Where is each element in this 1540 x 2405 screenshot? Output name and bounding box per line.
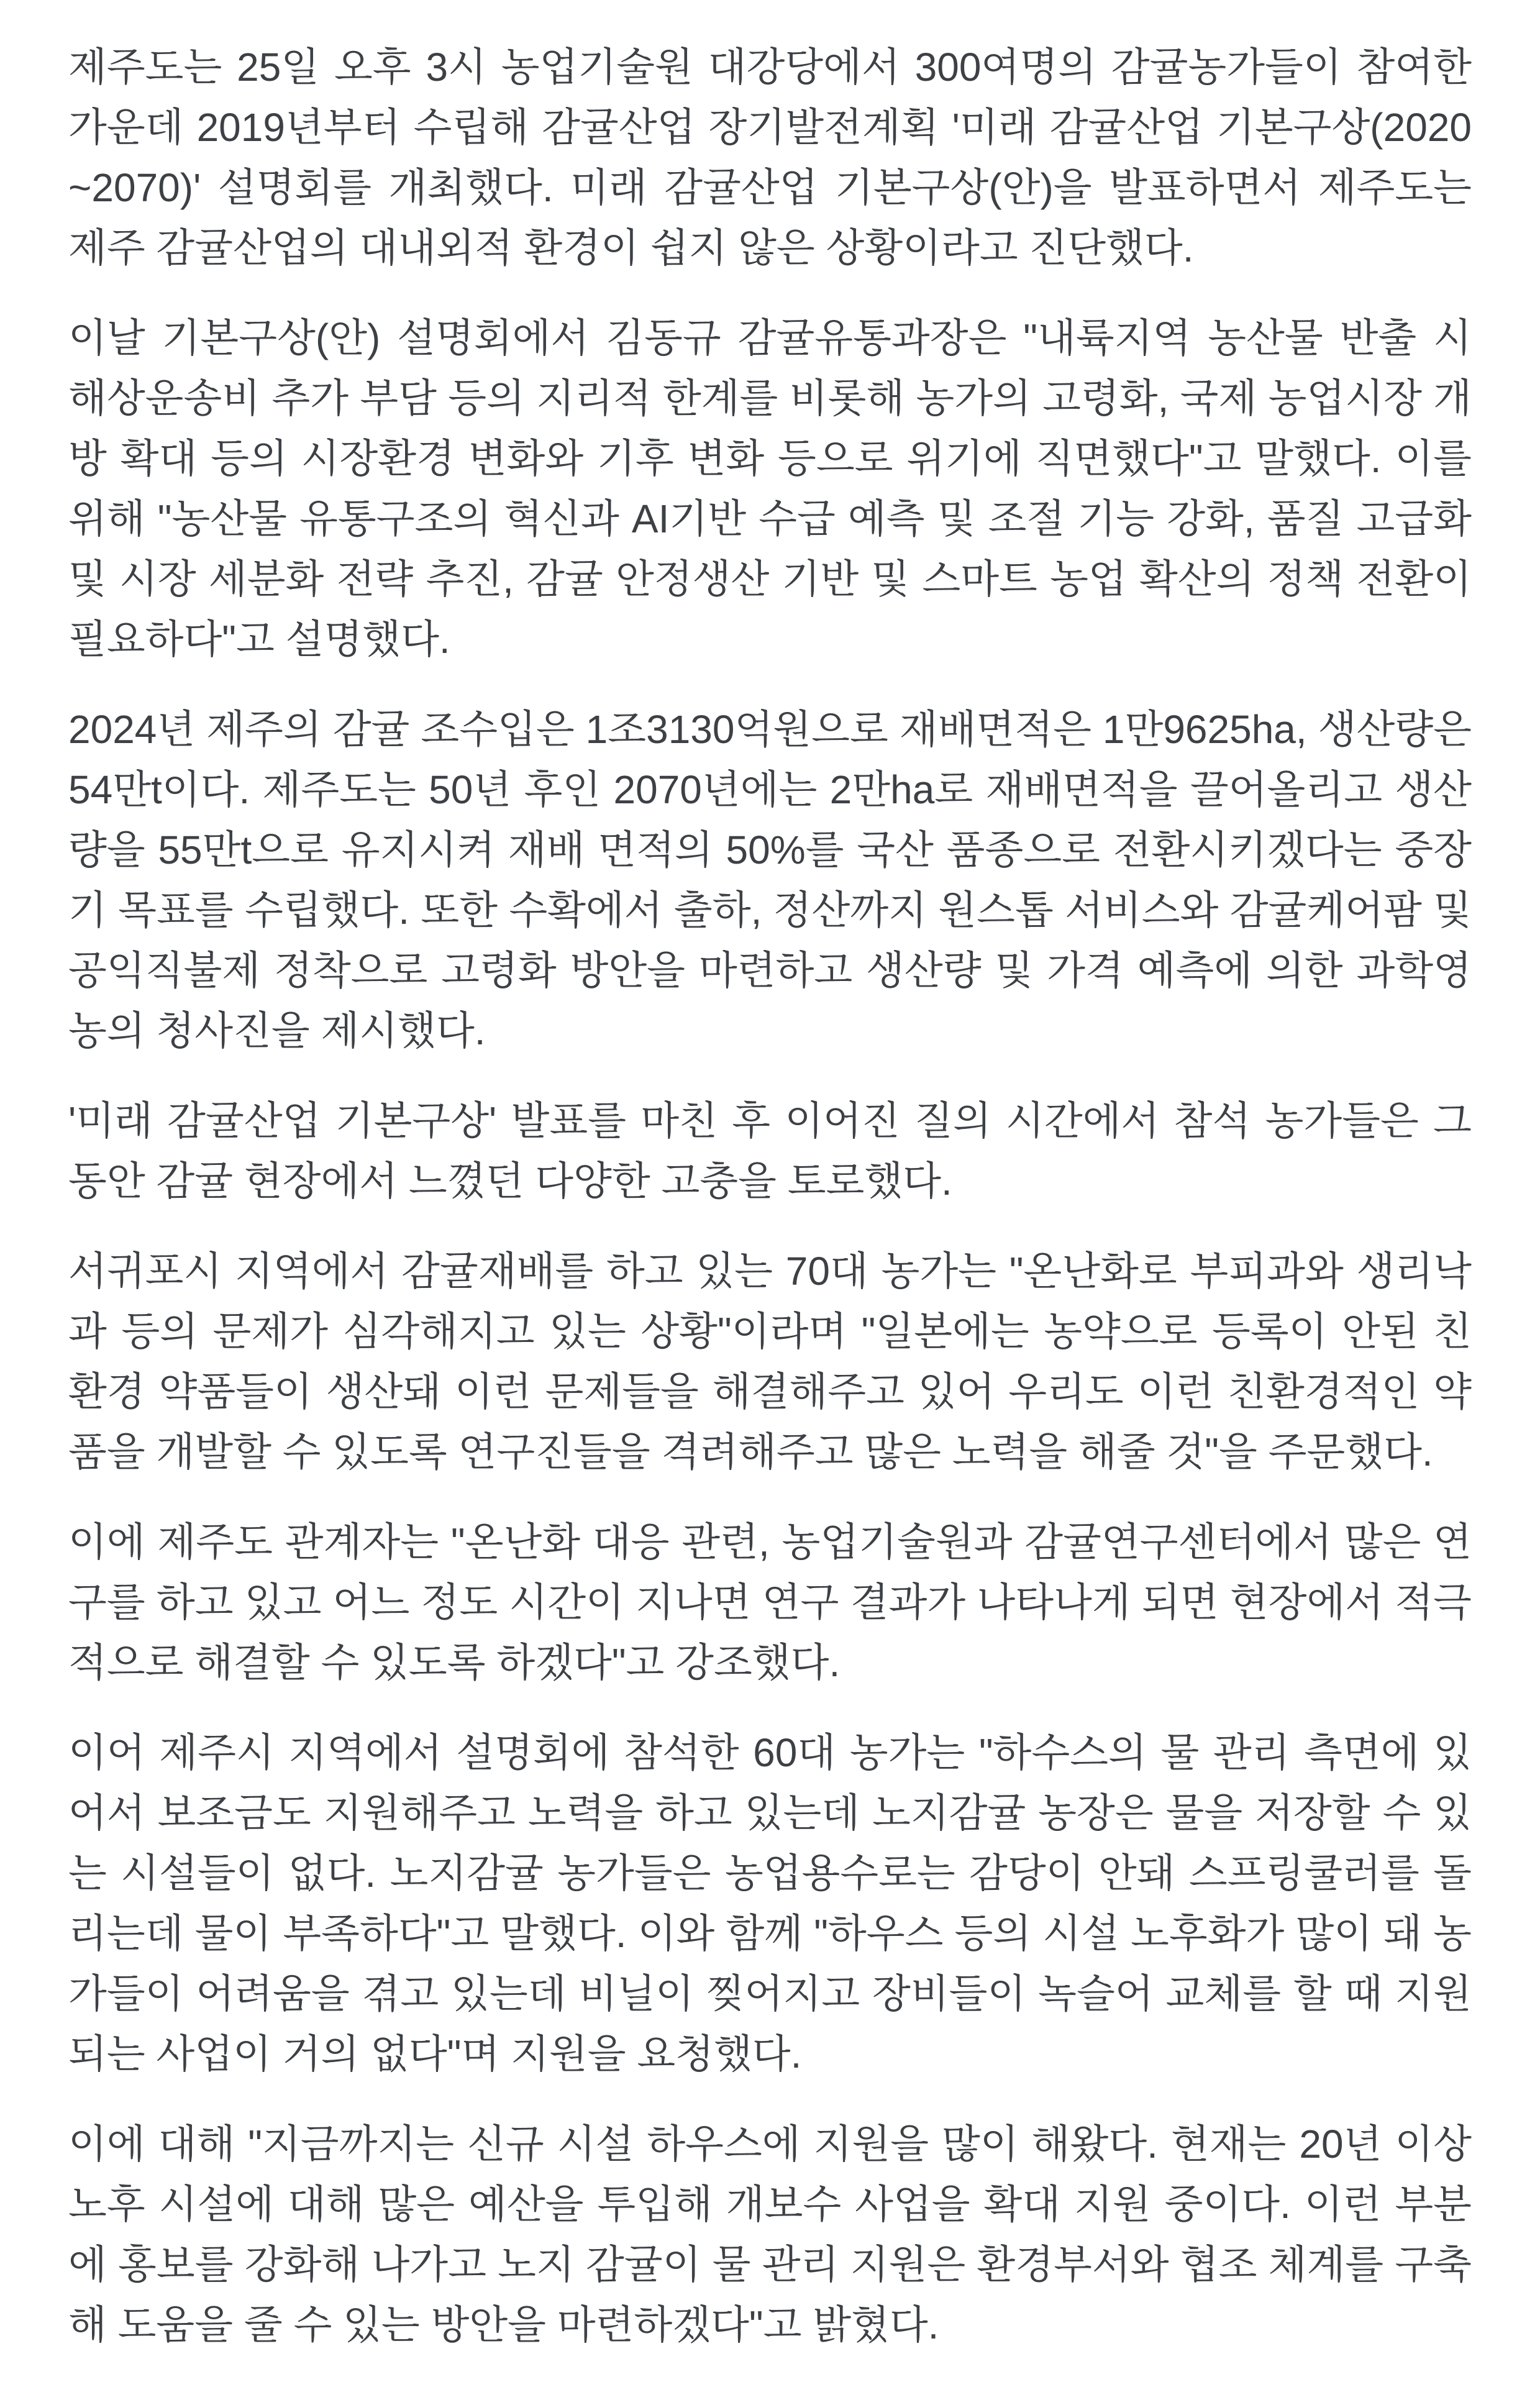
article-paragraph: '미래 감귤산업 기본구상' 발표를 마친 후 이어진 질의 시간에서 참석 농가들은 그동안 감귤 현장에서 느꼈던 다양한 고충을 토로했다. <box>68 1098 1472 1203</box>
article-paragraph: 이에 제주도 관계자는 "온난화 대응 관련, 농업기술원과 감귤연구센터에서 많은 연구를 하고 있고 어느 정도 시간이 지나면 연구 결과가 나타나게 되면 현장에서 적극적으로 해결할 수 있도록 하겠다"고 강조했다. <box>68 1520 1472 1685</box>
article-paragraph: 이날 기본구상(안) 설명회에서 김동규 감귤유통과장은 "내륙지역 농산물 반출 시 해상운송비 추가 부담 등의 지리적 한계를 비롯해 농가의 고령화, 국제 농업시장 개방 확대 등의 시장환경 변화와 기후 변화 등으로 위기에 직면했다"고 말했다. 이를 위해 "농산물 유통구조의 혁신과 AI기반 수급 예측 및 조절 기능 강화, 품질 고급화 및 시장 세분화 전략 추진, 감귤 안정생산 기반 및 스마트 농업 확산의 정책 전환이 필요하다"고 설명했다. <box>68 316 1472 662</box>
article-paragraph: 이에 대해 "지금까지는 신규 시설 하우스에 지원을 많이 해왔다. 현재는 20년 이상 노후 시설에 대해 많은 예산을 투입해 개보수 사업을 확대 지원 중이다. 이런 부분에 홍보를 강화해 나가고 노지 감귤이 물 관리 지원은 환경부서와 협조 체계를 구축해 도움을 줄 수 있는 방안을 마련하겠다"고 밝혔다. <box>68 2122 1472 2347</box>
article-paragraph: 서귀포시 지역에서 감귤재배를 하고 있는 70대 농가는 "온난화로 부피과와 생리낙과 등의 문제가 심각해지고 있는 상황"이라며 "일본에는 농약으로 등록이 안된 친환경 약품들이 생산돼 이런 문제들을 해결해주고 있어 우리도 이런 친환경적인 약품을 개발할 수 있도록 연구진들을 격려해주고 많은 노력을 해줄 것"을 주문했다. <box>68 1249 1472 1474</box>
article-paragraph: 제주도는 25일 오후 3시 농업기술원 대강당에서 300여명의 감귤농가들이 참여한 가운데 2019년부터 수립해 감귤산업 장기발전계획 '미래 감귤산업 기본구상(2020~2070)' 설명회를 개최했다. 미래 감귤산업 기본구상(안)을 발표하면서 제주도는 제주 감귤산업의 대내외적 환경이 쉽지 않은 상황이라고 진단했다. <box>68 45 1472 270</box>
article-paragraph: 2024년 제주의 감귤 조수입은 1조3130억원으로 재배면적은 1만9625ha, 생산량은 54만t이다. 제주도는 50년 후인 2070년에는 2만ha로 재배면적을 끌어올리고 생산량을 55만t으로 유지시켜 재배 면적의 50%를 국산 품종으로 전환시키겠다는 중장기 목표를 수립했다. 또한 수확에서 출하, 정산까지 원스톱 서비스와 감귤케어팜 및 공익직불제 정착으로 고령화 방안을 마련하고 생산량 및 가격 예측에 의한 과학영농의 청사진을 제시했다. <box>68 707 1472 1053</box>
article-paragraph: 이어 제주시 지역에서 설명회에 참석한 60대 농가는 "하수스의 물 관리 측면에 있어서 보조금도 지원해주고 노력을 하고 있는데 노지감귤 농장은 물을 저장할 수 있는 시설들이 없다. 노지감귤 농가들은 농업용수로는 감당이 안돼 스프링쿨러를 돌리는데 물이 부족하다"고 말했다. 이와 함께 "하우스 등의 시설 노후화가 많이 돼 농가들이 어려움을 겪고 있는데 비닐이 찢어지고 장비들이 녹슬어 교체를 할 때 지원되는 사업이 거의 없다"며 지원을 요청했다. <box>68 1730 1472 2076</box>
